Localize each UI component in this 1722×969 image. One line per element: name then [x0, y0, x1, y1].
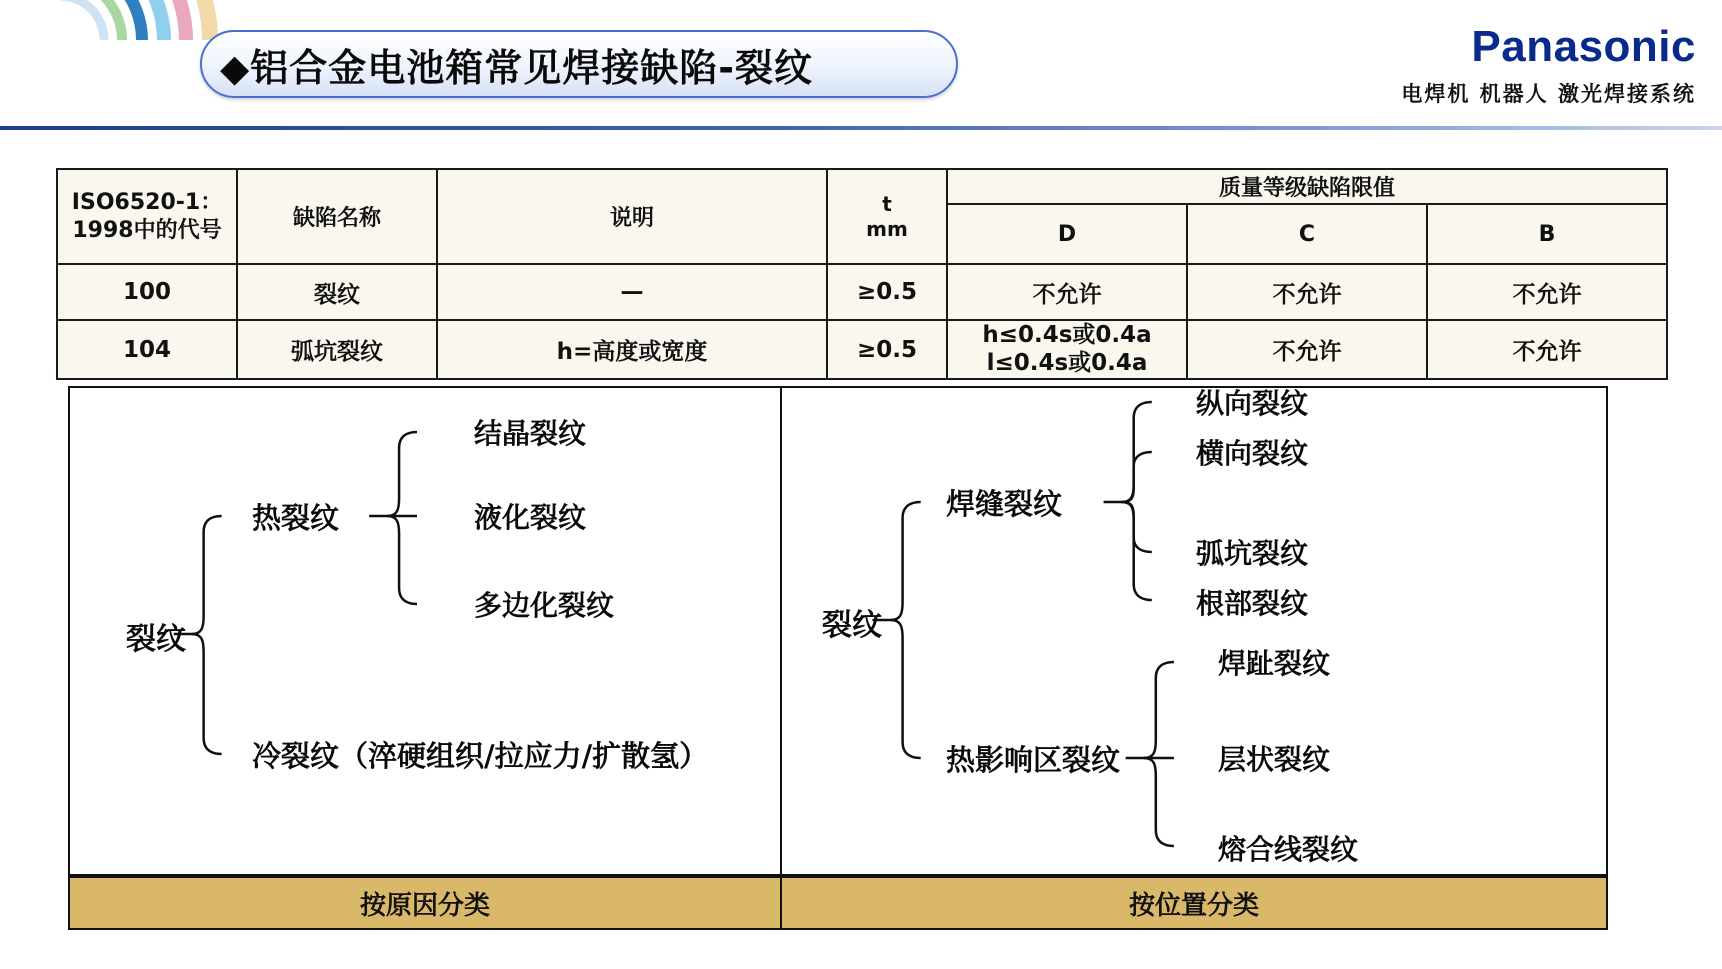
classification-panel	[68, 386, 1608, 876]
node-haz-crack: 热影响区裂纹	[946, 743, 1121, 777]
cell-description: —	[437, 264, 827, 320]
node-hot-crack: 热裂纹	[252, 501, 340, 535]
node-longitudinal-crack: 纵向裂纹	[1196, 387, 1309, 420]
cell-grade-d: h≤0.4s或0.4a l≤0.4s或0.4a	[947, 320, 1187, 379]
table-row	[57, 320, 1667, 379]
table-header-thickness-unit: mm	[866, 216, 908, 241]
cell-code: 100	[57, 264, 237, 320]
node-weld-crack: 焊缝裂纹	[946, 487, 1063, 521]
table-header-thickness	[827, 169, 947, 264]
footer-label-by-location: 按位置分类	[1128, 890, 1259, 921]
node-root-crack: 根部裂纹	[1196, 587, 1309, 620]
footer-label-by-cause: 按原因分类	[70, 878, 782, 928]
node-transverse-crack: 横向裂纹	[1196, 437, 1309, 470]
node-lamellar-crack: 层状裂纹	[1218, 743, 1331, 776]
table-header-iso-code: ISO6520-1： 1998中的代号	[57, 169, 237, 264]
node-fusion-line-crack: 熔合线裂纹	[1218, 833, 1359, 866]
header-divider	[0, 126, 1722, 130]
cell-grade-c: 不允许	[1187, 264, 1427, 320]
table-header-quality-group: 质量等级缺陷限值	[947, 169, 1667, 204]
cell-grade-b: 不允许	[1427, 320, 1667, 379]
node-cause-root: 裂纹	[126, 622, 186, 657]
table-row	[57, 264, 1667, 320]
page-title: ◆铝合金电池箱常见焊接缺陷-裂纹	[220, 45, 813, 90]
cell-thickness: ≥0.5	[827, 320, 947, 379]
table-header-thickness-symbol: t	[882, 191, 892, 216]
cell-code: 104	[57, 320, 237, 379]
cell-defect-name: 弧坑裂纹	[237, 320, 437, 379]
node-crater-crack: 弧坑裂纹	[1196, 537, 1309, 570]
node-solidification-crack: 结晶裂纹	[474, 417, 587, 450]
by-location-connector-lines	[782, 388, 1606, 874]
table-header-description: 说明	[437, 169, 827, 264]
node-liquation-crack: 液化裂纹	[474, 501, 587, 534]
classification-by-cause	[70, 388, 782, 874]
node-location-root: 裂纹	[822, 608, 882, 643]
node-cold-crack: 冷裂纹（淬硬组织/拉应力/扩散氢）	[252, 739, 709, 773]
table-header-grade-b: B	[1427, 204, 1667, 264]
classification-by-location	[782, 388, 1606, 874]
cell-grade-d: 不允许	[947, 264, 1187, 320]
table-header-grade-c: C	[1187, 204, 1427, 264]
defect-limits-table	[56, 168, 1668, 380]
table-header-grade-d: D	[947, 204, 1187, 264]
table-header-defect-name: 缺陷名称	[237, 169, 437, 264]
page-header	[0, 0, 1722, 132]
cell-grade-b: 不允许	[1427, 264, 1667, 320]
slide-title-box	[200, 30, 958, 98]
brand-tagline: 电焊机 机器人 激光焊接系统	[1401, 82, 1696, 106]
classification-footer	[68, 876, 1608, 930]
cell-description: h=高度或宽度	[437, 320, 827, 379]
cell-thickness: ≥0.5	[827, 264, 947, 320]
node-toe-crack: 焊趾裂纹	[1218, 647, 1331, 680]
node-polygonization-crack: 多边化裂纹	[474, 589, 615, 622]
brand-block	[1401, 22, 1696, 108]
cell-grade-c: 不允许	[1187, 320, 1427, 379]
cell-defect-name: 裂纹	[237, 264, 437, 320]
brand-logo-text: Panasonic	[1471, 22, 1696, 71]
